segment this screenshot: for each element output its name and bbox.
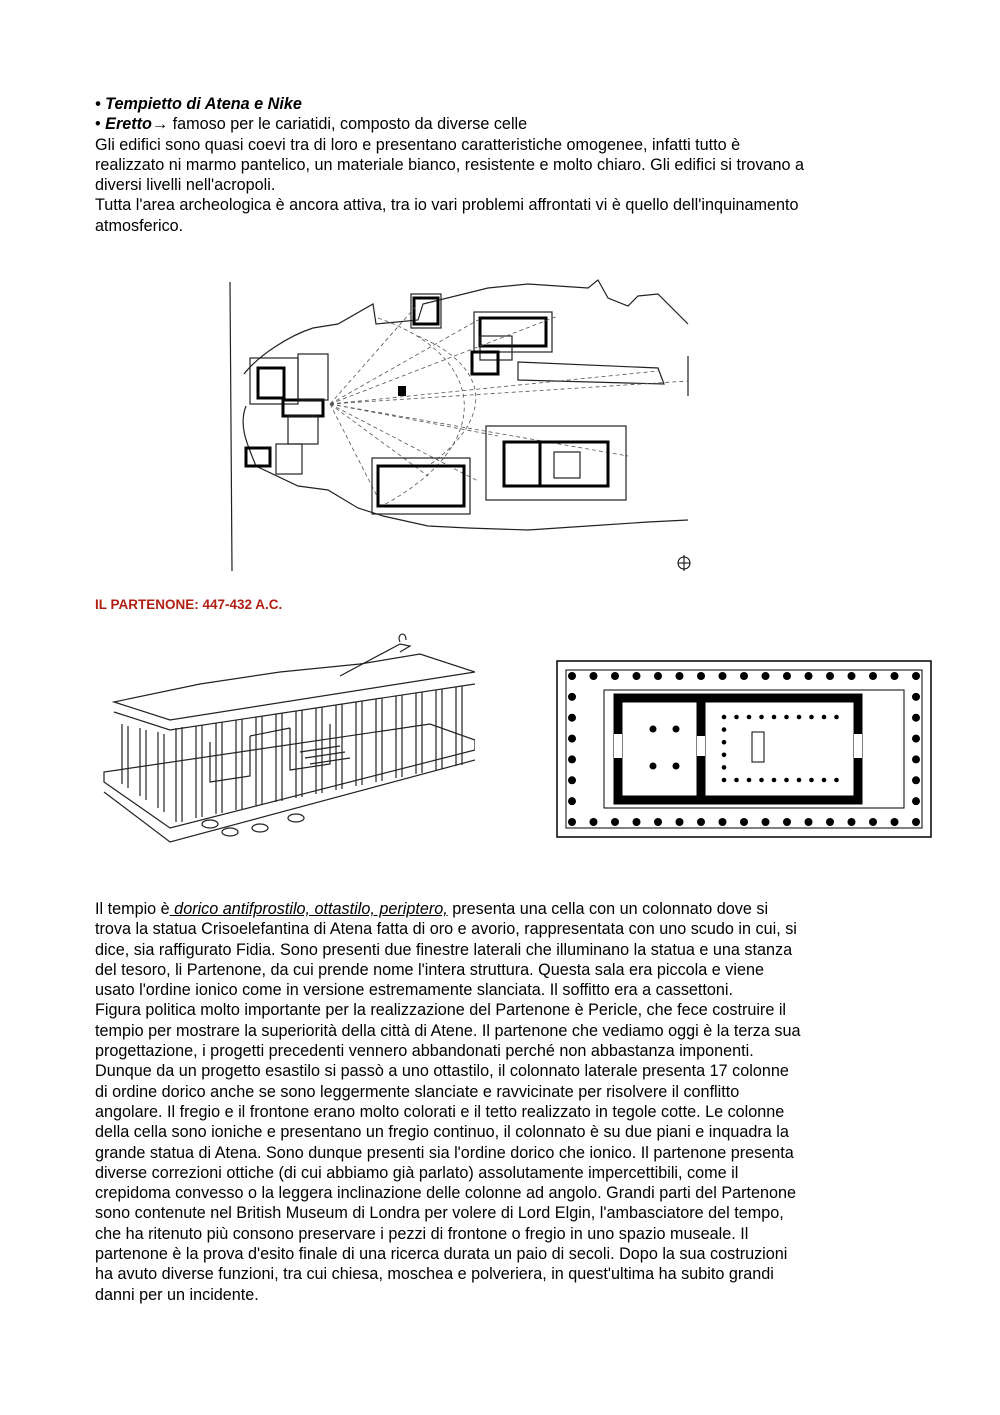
acropolis-site-plan xyxy=(228,276,693,576)
paragraph-line: dice, sia raffigurato Fidia. Sono presenti due finestre laterali che illuminano la statua e una stanza xyxy=(95,940,793,959)
column-dot xyxy=(869,672,877,680)
bullet-title: Eretto xyxy=(105,115,152,134)
column-dot xyxy=(611,672,619,680)
column-dot xyxy=(891,818,899,826)
column-dot xyxy=(740,672,748,680)
bullet-title: Tempietto di Atena e Nike xyxy=(105,95,302,113)
parthenon-floor-plan xyxy=(556,660,932,838)
column-dot xyxy=(805,818,813,826)
cella-column-dot xyxy=(747,715,752,720)
column-dot xyxy=(912,735,920,743)
cella-column-dot xyxy=(784,715,789,720)
column-dot xyxy=(676,672,684,680)
column-dot xyxy=(783,818,791,826)
column-dot xyxy=(891,672,899,680)
paragraph-line: di ordine dorico anche se sono leggermente slanciate e ravvicinate per risolvere il conflitto xyxy=(95,1082,740,1101)
column-dot xyxy=(697,818,705,826)
paragraph-line: Gli edifici sono quasi coevi tra di loro e presentano caratteristiche omogenee, infatti tutto è xyxy=(95,135,741,154)
column-dot xyxy=(719,818,727,826)
paragraph-line: Dunque da un progetto esastilo si passò a uno ottastilo, il colonnato laterale presenta 17 colonne xyxy=(95,1062,789,1081)
cella-column-dot xyxy=(747,778,752,783)
paragraph-line: realizzato ni marmo pantelico, un materiale bianco, resistente e molto chiaro. Gli edifici si trovano a xyxy=(95,155,804,174)
cella-column-dot xyxy=(809,778,814,783)
cella-column-dot xyxy=(722,727,727,732)
paragraph-line: usato l'ordine ionico come in versione estremamente slanciata. Il soffitto era a cassettoni. xyxy=(95,981,734,1000)
column-dot xyxy=(848,818,856,826)
cella-column-dot xyxy=(834,778,839,783)
parthenon-cutaway-drawing xyxy=(100,632,475,854)
bullet-mark: • xyxy=(95,115,101,134)
paragraph-line: diversi livelli nell'acropoli. xyxy=(95,176,276,195)
column-dot xyxy=(912,693,920,701)
column-dot xyxy=(912,714,920,722)
column-dot xyxy=(912,755,920,763)
column-dot xyxy=(783,672,791,680)
bullet-item xyxy=(95,94,925,114)
paragraph-line: Figura politica molto importante per la realizzazione del Partenone è Pericle, che fece costruire il xyxy=(95,1001,787,1020)
cella-column-dot xyxy=(834,715,839,720)
paragraph-line: grande statua di Atena. Sono dunque presenti sia l'ordine dorico che ionico. Il partenone presenta xyxy=(95,1143,794,1162)
column-dot xyxy=(912,797,920,805)
cella-column-dot xyxy=(772,778,777,783)
column-dot xyxy=(654,672,662,680)
north-arrow-icon xyxy=(676,555,692,571)
column-dot xyxy=(869,818,877,826)
column-dot xyxy=(740,818,748,826)
cella-column-dot xyxy=(759,715,764,720)
column-dot xyxy=(568,755,576,763)
paragraph-line: angolare. Il fregio e il frontone erano molto colorati e il tetto realizzato in tegole cotte. Le colonne xyxy=(95,1102,785,1121)
paragraph-line: che ha ritenuto più consono preservare i pezzi di frontone o fregio in uno spazio museale. Il xyxy=(95,1224,749,1243)
text-run: Il tempio è xyxy=(95,900,170,918)
column-dot xyxy=(568,735,576,743)
cella-column-dot xyxy=(734,715,739,720)
paragraph-line: della cella sono ioniche e presentano un fregio continuo, il colonnato è su due piani e inquadra la xyxy=(95,1123,789,1142)
column-dot xyxy=(762,818,770,826)
column-dot xyxy=(568,797,576,805)
column-dot xyxy=(912,776,920,784)
paragraph-line: progettazione, i progetti precedenti vennero abbandonati perché non abbastanza imponenti. xyxy=(95,1042,754,1061)
column-dot xyxy=(676,818,684,826)
cella-column-dot xyxy=(797,778,802,783)
column-dot xyxy=(590,818,598,826)
paragraph-line: crepidoma convesso o la leggera inclinazione delle colonne ad angolo. Grandi parti del Partenone xyxy=(95,1184,797,1203)
cella-column-dot xyxy=(734,778,739,783)
column-dot xyxy=(633,818,641,826)
paragraph-line: diverse correzioni ottiche (di cui abbiamo già parlato) assolutamente impercettibili, come il xyxy=(95,1163,739,1182)
bullet-mark: • xyxy=(95,95,101,113)
cella-column-dot xyxy=(809,715,814,720)
paragraph-line: tempio per mostrare la superiorità della città di Atene. Il partenone che vediamo oggi è la terza sua xyxy=(95,1021,801,1040)
column-dot xyxy=(826,818,834,826)
text-run: presenta una cella con un colonnato dove si xyxy=(447,900,769,918)
temple-type-term: dorico antifprostilo, ottastilo, periptero, xyxy=(169,900,448,918)
cella-column-dot xyxy=(784,778,789,783)
paragraph-line: atmosferico. xyxy=(95,216,184,235)
column-dot xyxy=(633,672,641,680)
column-dot xyxy=(568,672,576,680)
column-dot xyxy=(568,693,576,701)
paragraph-line: del tesoro, li Partenone, da cui prende nome l'intera struttura. Questa sala era piccola e viene xyxy=(95,960,764,979)
paragraph-line: partenone è la prova d'esito finale di una ricerca durata un paio di secoli. Dopo la sua costruzioni xyxy=(95,1245,788,1264)
column-dot xyxy=(719,672,727,680)
column-dot xyxy=(826,672,834,680)
column-dot xyxy=(848,672,856,680)
column-dot xyxy=(568,776,576,784)
paragraph-line: ha avuto diverse funzioni, tra cui chiesa, moschea e polveriera, in quest'ultima ha subito grandi xyxy=(95,1265,774,1284)
cella-column-dot xyxy=(722,778,727,783)
paragraph-line xyxy=(95,899,925,919)
cella-column-dot xyxy=(722,765,727,770)
column-dot xyxy=(912,818,920,826)
column-dot xyxy=(611,818,619,826)
cella-column-dot xyxy=(759,778,764,783)
cella-column-dot xyxy=(722,715,727,720)
bullet-item xyxy=(95,114,925,134)
body-text xyxy=(95,899,925,1305)
intro-text xyxy=(95,94,925,236)
column-dot xyxy=(568,818,576,826)
cella-column-dot xyxy=(722,753,727,758)
section-heading: IL PARTENONE: 447-432 A.C. xyxy=(95,597,283,612)
bullet-text: famoso per le cariatidi, composto da diverse celle xyxy=(168,115,528,134)
column-dot xyxy=(805,672,813,680)
column-dot xyxy=(762,672,770,680)
cella-column-dot xyxy=(822,715,827,720)
cella-column-dot xyxy=(797,715,802,720)
column-dot xyxy=(912,672,920,680)
cella-column-dot xyxy=(822,778,827,783)
column-dot xyxy=(654,818,662,826)
paragraph-line: trova la statua Crisoelefantina di Atena fatta di oro e avorio, rappresentata con uno scudo in cui, si xyxy=(95,920,797,939)
arrow-icon: → xyxy=(151,115,169,134)
cella-columns xyxy=(722,715,839,783)
column-dot xyxy=(590,672,598,680)
paragraph-line: danni per un incidente. xyxy=(95,1285,259,1304)
paragraph-line: sono contenute nel British Museum di Londra per volere di Lord Elgin, l'ambasciatore del tempo, xyxy=(95,1204,784,1223)
column-dot xyxy=(697,672,705,680)
cella-column-dot xyxy=(772,715,777,720)
paragraph-line: Tutta l'area archeologica è ancora attiva, tra io vari problemi affrontati vi è quello dell'inquinamento xyxy=(95,196,799,215)
cella-column-dot xyxy=(722,740,727,745)
column-dot xyxy=(568,714,576,722)
